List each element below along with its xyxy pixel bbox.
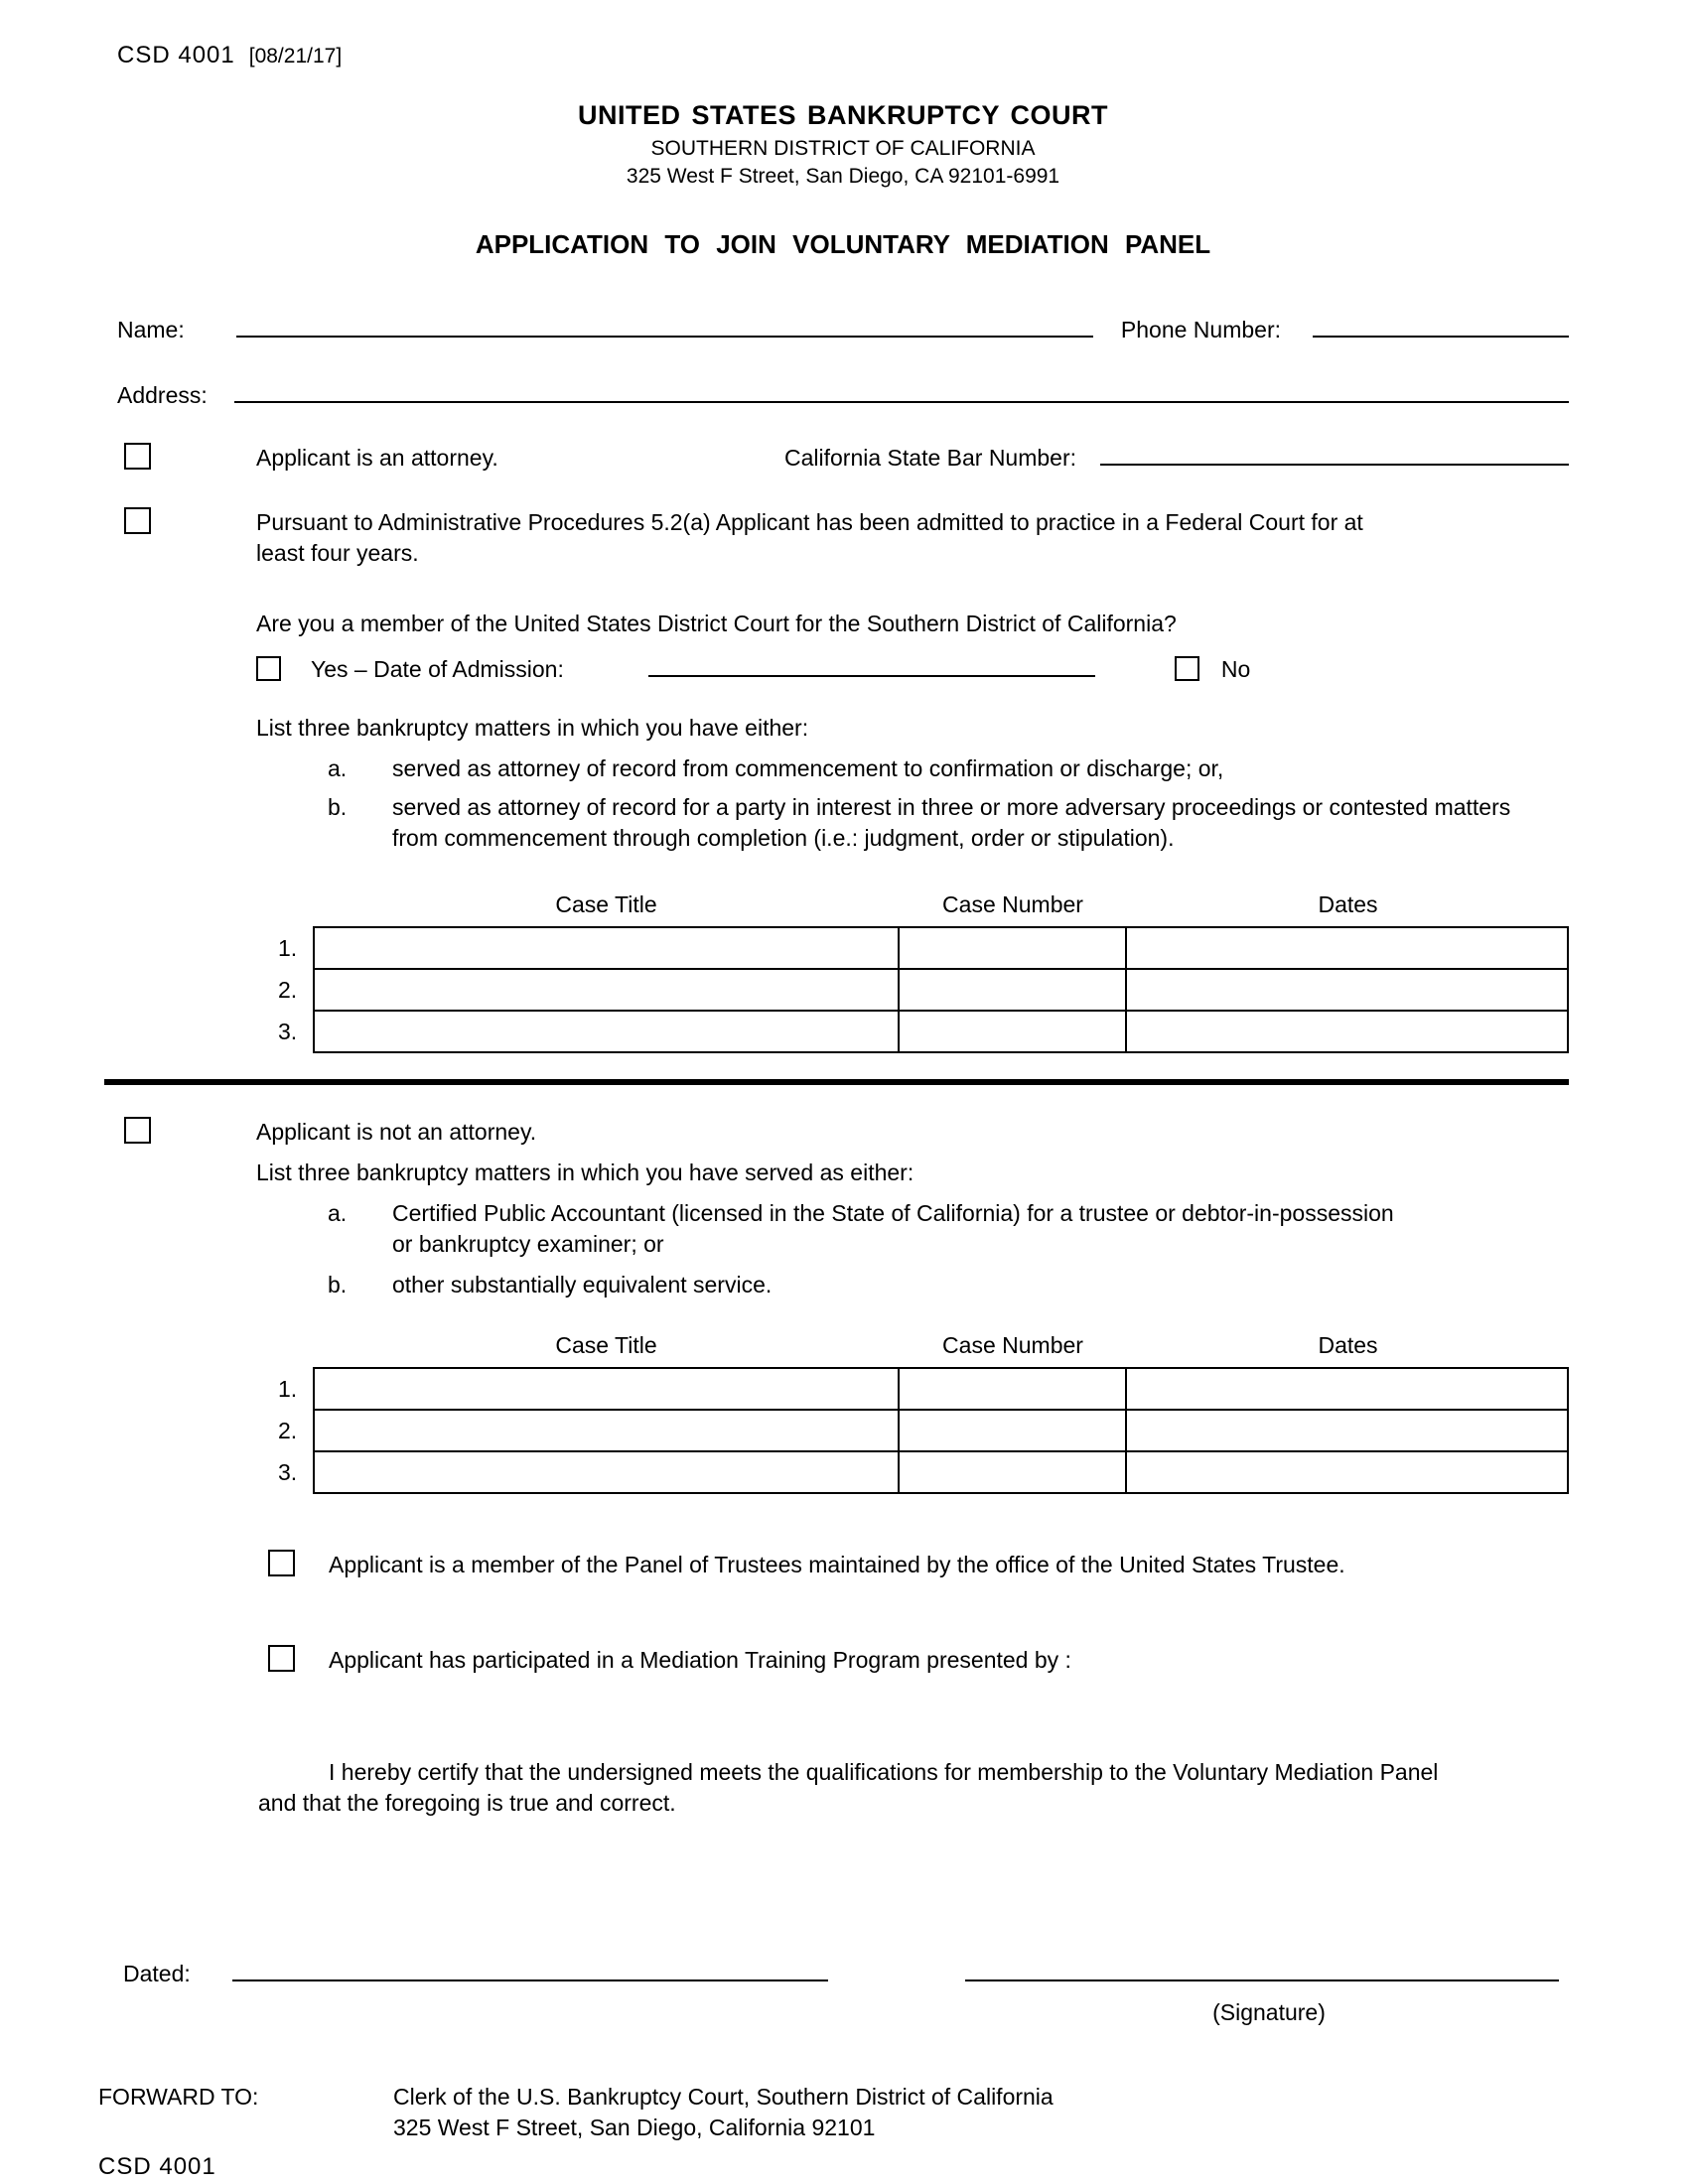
address-input-line[interactable]	[234, 377, 1569, 403]
case-number-cell[interactable]	[899, 1410, 1127, 1451]
non-attorney-list-item-b	[328, 1270, 1569, 1300]
bar-number-input-line[interactable]	[1100, 440, 1569, 466]
row-number: 3.	[278, 1018, 298, 1044]
item-text: served as attorney of record for a party in interest in three or more adversary proceedings or contested matters from commencement through completion (i.e.: judgment, order or stipulation).	[392, 794, 1511, 852]
item-marker: a.	[328, 754, 348, 781]
yes-checkbox[interactable]	[256, 656, 281, 681]
dates-cell[interactable]	[1126, 927, 1568, 969]
court-name: UNITED STATES BANKRUPTCY COURT	[577, 100, 1108, 131]
dates-header: Dates	[1318, 891, 1378, 918]
item-text: Certified Public Accountant (licensed in the State of California) for a trustee or debtor-in-possession or bankruptcy examiner; or	[392, 1200, 1394, 1258]
mediation-training-row	[117, 1641, 1569, 1676]
bar-number-label: California State Bar Number:	[784, 444, 1077, 471]
case-title-cell[interactable]	[314, 1368, 899, 1410]
admission-date-input-line[interactable]	[648, 651, 1095, 677]
item-marker: b.	[328, 1272, 348, 1298]
forward-to-row	[98, 2082, 1569, 2143]
mediation-training-checkbox[interactable]	[268, 1645, 295, 1672]
non-attorney-table-headers	[314, 1330, 1569, 1361]
table-row	[274, 1011, 1568, 1052]
dates-cell[interactable]	[1126, 1451, 1568, 1493]
dates-cell[interactable]	[1126, 1011, 1568, 1052]
case-title-cell[interactable]	[314, 927, 899, 969]
federal-practice-text: Pursuant to Administrative Procedures 5.2(a) Applicant has been admitted to practice in a Federal Court for at least four years.	[256, 508, 1363, 566]
row-number: 2.	[278, 1417, 298, 1443]
form-title: APPLICATION TO JOIN VOLUNTARY MEDIATION PANEL	[475, 228, 1211, 259]
case-title-cell[interactable]	[314, 969, 899, 1011]
case-number-cell[interactable]	[899, 1368, 1127, 1410]
trustee-panel-label: Applicant is a member of the Panel of Trustees maintained by the office of the United States Trustee.	[329, 1552, 1345, 1578]
forward-to-line2: 325 West F Street, San Diego, California 92101	[393, 2114, 876, 2140]
forward-to-line1: Clerk of the U.S. Bankruptcy Court, Southern District of California	[393, 2083, 1054, 2110]
table-row	[274, 1410, 1568, 1451]
form-id-row	[117, 40, 1569, 71]
dates-header: Dates	[1318, 1332, 1378, 1359]
certification-text: I hereby certify that the undersigned meets the qualifications for membership to the Voluntary Mediation Panel and that the foregoing is true and correct.	[258, 1758, 1439, 1816]
form-revision-date: [08/21/17]	[248, 45, 343, 68]
non-attorney-list-intro: List three bankruptcy matters in which you have served as either:	[256, 1160, 914, 1186]
forward-to-label: FORWARD TO:	[98, 2083, 259, 2110]
case-number-cell[interactable]	[899, 1011, 1127, 1052]
item-text: other substantially equivalent service.	[392, 1272, 773, 1298]
attorney-checkbox[interactable]	[124, 443, 151, 470]
item-marker: b.	[328, 794, 348, 821]
footer-form-number: CSD 4001	[98, 2152, 216, 2180]
row-number: 1.	[278, 934, 298, 961]
trustee-panel-row	[117, 1546, 1569, 1580]
phone-input-line[interactable]	[1313, 312, 1569, 338]
row-number: 3.	[278, 1458, 298, 1485]
row-number: 1.	[278, 1375, 298, 1402]
case-number-header: Case Number	[942, 891, 1083, 918]
court-header	[117, 97, 1569, 191]
row-number: 2.	[278, 976, 298, 1003]
trustee-panel-checkbox[interactable]	[268, 1550, 295, 1576]
signature-input-line[interactable]	[965, 1956, 1559, 1981]
table-row	[274, 969, 1568, 1011]
case-number-cell[interactable]	[899, 1451, 1127, 1493]
attorney-case-table	[274, 926, 1569, 1053]
admission-row	[256, 651, 1569, 685]
case-number-cell[interactable]	[899, 969, 1127, 1011]
section-divider	[104, 1079, 1569, 1085]
address-label: Address:	[117, 381, 208, 408]
dated-signature-row	[117, 1956, 1569, 1989]
case-title-header: Case Title	[555, 891, 657, 918]
dates-cell[interactable]	[1126, 1368, 1568, 1410]
no-label: No	[1220, 655, 1251, 682]
case-title-cell[interactable]	[314, 1011, 899, 1052]
address-row	[117, 377, 1569, 411]
dated-input-line[interactable]	[232, 1956, 828, 1981]
case-title-cell[interactable]	[314, 1410, 899, 1451]
item-marker: a.	[328, 1200, 348, 1227]
item-text: served as attorney of record from commencement to confirmation or discharge; or,	[392, 754, 1224, 781]
attorney-row	[117, 439, 1569, 474]
signature-caption: (Signature)	[1212, 1998, 1326, 2025]
court-district: SOUTHERN DISTRICT OF CALIFORNIA	[650, 136, 1036, 160]
non-attorney-list-item-a	[328, 1198, 1569, 1260]
form-number: CSD 4001	[117, 42, 235, 68]
yes-label: Yes – Date of Admission:	[311, 655, 564, 682]
forward-to-address	[393, 2082, 1054, 2143]
table-row	[274, 1451, 1568, 1493]
not-attorney-checkbox-label: Applicant is not an attorney.	[256, 1119, 537, 1146]
attorney-list-item-a	[328, 753, 1569, 784]
mediation-training-label: Applicant has participated in a Mediation Training Program presented by :	[329, 1646, 1071, 1673]
table-row	[274, 1368, 1568, 1410]
attorney-list-item-b	[328, 792, 1569, 854]
dates-cell[interactable]	[1126, 969, 1568, 1011]
case-title-header: Case Title	[555, 1332, 657, 1359]
case-number-cell[interactable]	[899, 927, 1127, 969]
attorney-checkbox-label: Applicant is an attorney.	[256, 444, 498, 471]
attorney-list-intro: List three bankruptcy matters in which you have either:	[256, 714, 809, 741]
not-attorney-row	[117, 1113, 1569, 1148]
dates-cell[interactable]	[1126, 1410, 1568, 1451]
case-title-cell[interactable]	[314, 1451, 899, 1493]
district-question: Are you a member of the United States District Court for the Southern District of California?	[256, 610, 1177, 636]
case-number-header: Case Number	[942, 1332, 1083, 1359]
federal-practice-row	[117, 503, 1569, 569]
non-attorney-case-table	[274, 1367, 1569, 1494]
attorney-table-headers	[314, 889, 1569, 920]
name-phone-row	[117, 312, 1569, 345]
table-row	[274, 927, 1568, 969]
federal-practice-checkbox[interactable]	[124, 507, 151, 534]
no-checkbox[interactable]	[1175, 656, 1199, 681]
name-label: Name:	[117, 316, 185, 342]
phone-label: Phone Number:	[1120, 316, 1281, 342]
court-address: 325 West F Street, San Diego, CA 92101-6991	[626, 165, 1060, 189]
name-input-line[interactable]	[236, 312, 1093, 338]
not-attorney-checkbox[interactable]	[124, 1117, 151, 1144]
dated-label: Dated:	[123, 1960, 191, 1986]
